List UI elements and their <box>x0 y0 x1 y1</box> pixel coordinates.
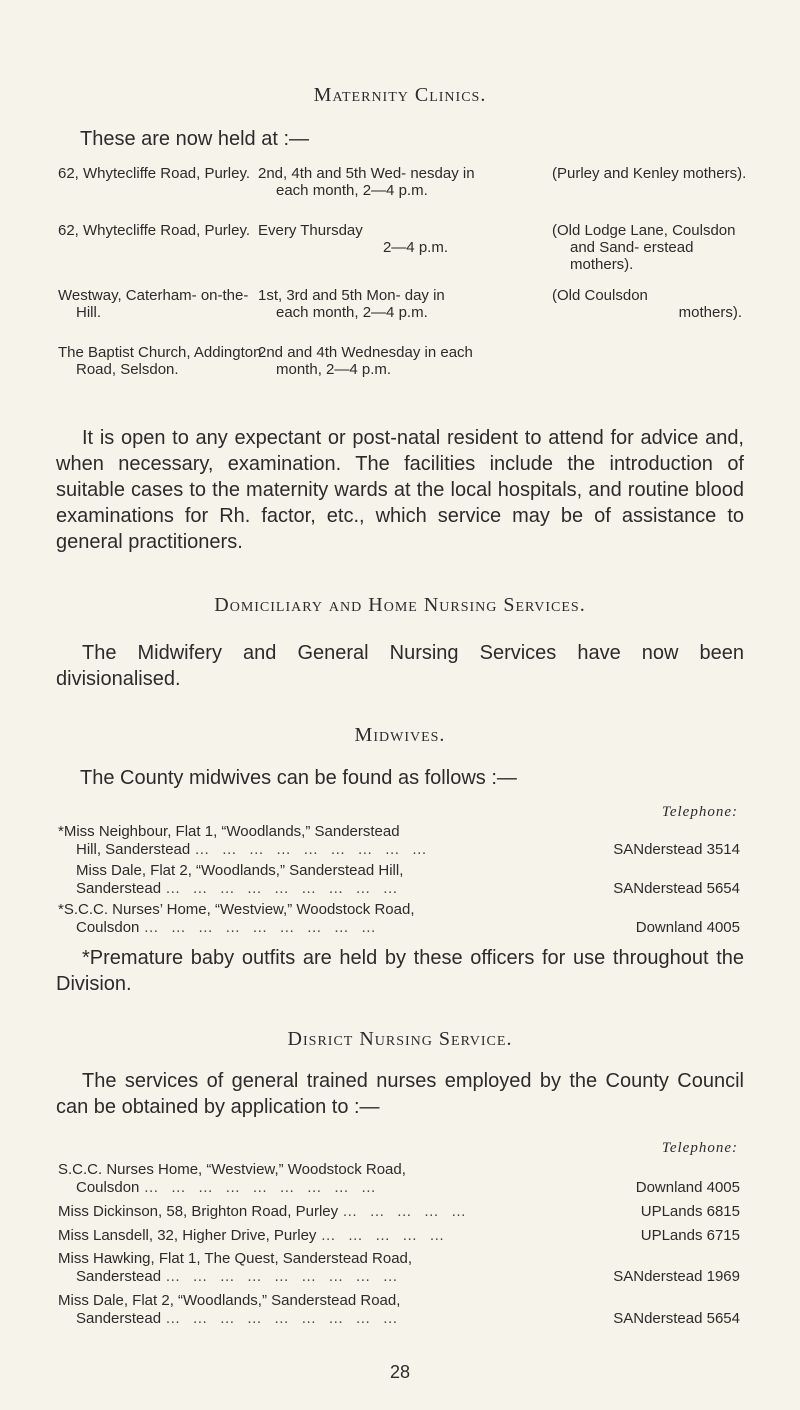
midwife-name: *S.C.C. Nurses’ Home, “Westview,” Woodstock Road, <box>58 901 415 918</box>
district-heading: Disrict Nursing Service. <box>287 1028 513 1050</box>
clinic-mothers-line: mothers). <box>678 304 742 321</box>
page-number: 28 <box>389 1362 411 1382</box>
maternity-intro: These are now held at :— <box>80 128 310 150</box>
list-item: *Miss Neighbour, Flat 1, “Woodlands,” Sanderstead Hill, Sanderstead … … … … … … … … … SANderstead 3514 <box>58 823 740 858</box>
district-intro: The services of general trained nurses employed by the County Council can be obtained by application to :— <box>56 1070 744 1118</box>
nurse-telephone: Downland 4005 <box>630 1179 740 1197</box>
midwives-note: *Premature baby outfits are held by these officers for use throughout the Division. <box>56 947 744 995</box>
maternity-paragraph: It is open to any expectant or post-natal resident to attend for advice and, when necessary, examination. The facilities include the introduction of suitable cases to the maternity wards at the local hospitals, and routine blood examinations for Rh. factor, etc., which service may be of assistance to general practitioners. <box>56 427 744 553</box>
midwife-telephone: Downland 4005 <box>630 919 740 937</box>
midwife-name: Miss Dale, Flat 2, “Woodlands,” Sanderstead Hill, <box>76 862 404 879</box>
midwife-telephone: SANderstead 5654 <box>607 880 740 898</box>
clinic-hours: 2—4 p.m. <box>382 239 448 256</box>
clinic-mothers: (Old Lodge Lane, Coulsdon and Sand- erstead mothers). <box>552 222 736 273</box>
midwife-name: *Miss Neighbour, Flat 1, “Woodlands,” Sanderstead <box>58 823 400 840</box>
list-item: Miss Dickinson, 58, Brighton Road, Purley … … … … … UPLands 6815 <box>58 1203 740 1220</box>
midwives-heading: Midwives. <box>354 724 446 746</box>
nurse-address: Coulsdon <box>76 1179 140 1196</box>
clinic-mothers: (Purley and Kenley mothers). <box>552 165 747 182</box>
list-item: Miss Lansdell, 32, Higher Drive, Purley … … … … … UPLands 6715 <box>58 1227 740 1244</box>
nurse-telephone: UPLands 6715 <box>635 1227 740 1245</box>
clinic-time: 1st, 3rd and 5th Mon- day in each month, 2—4 p.m. <box>258 287 445 321</box>
domiciliary-heading: Domiciliary and Home Nursing Services. <box>214 594 586 616</box>
midwives-intro: The County midwives can be found as follows :— <box>80 767 517 789</box>
midwife-address: Coulsdon <box>76 919 140 936</box>
clinic-time: 2nd, 4th and 5th Wed- nesday in each month, 2—4 p.m. <box>258 165 475 199</box>
clinic-mothers <box>552 287 742 321</box>
nurse-telephone: SANderstead 1969 <box>607 1268 740 1286</box>
nurse-address: Sanderstead <box>76 1310 162 1327</box>
nurse-name: Miss Dickinson, 58, Brighton Road, Purley <box>58 1203 339 1220</box>
midwife-telephone: SANderstead 3514 <box>607 841 740 859</box>
maternity-heading: Maternity Clinics. <box>313 84 487 106</box>
midwife-address: Sanderstead <box>76 880 162 897</box>
nurse-name: Miss Dale, Flat 2, “Woodlands,” Sanderstead Road, <box>58 1292 401 1309</box>
list-item: Miss Dale, Flat 2, “Woodlands,” Sanderstead Road, Sanderstead … … … … … … … … … SANderstead 5654 <box>58 1292 740 1327</box>
nurse-name: Miss Lansdell, 32, Higher Drive, Purley <box>58 1227 317 1244</box>
list-item: *S.C.C. Nurses’ Home, “Westview,” Woodstock Road, Coulsdon … … … … … … … … … Downland 4005 <box>58 901 740 936</box>
clinic-place: The Baptist Church, Addington Road, Selsdon. <box>58 344 262 378</box>
clinic-time <box>258 222 463 256</box>
nurse-telephone: SANderstead 5654 <box>607 1310 740 1328</box>
list-item: Miss Dale, Flat 2, “Woodlands,” Sanderstead Hill, Sanderstead … … … … … … … … … SANderstead 5654 <box>58 862 740 898</box>
clinic-place: Westway, Caterham- on-the-Hill. <box>58 287 249 321</box>
list-item: S.C.C. Nurses Home, “Westview,” Woodstock Road, Coulsdon … … … … … … … … … Downland 4005 <box>58 1161 740 1196</box>
midwives-telephone-label: Telephone: <box>661 804 738 820</box>
clinic-place: 62, Whytecliffe Road, Purley. <box>58 222 251 239</box>
nurse-telephone: UPLands 6815 <box>635 1203 740 1221</box>
clinic-place: 62, Whytecliffe Road, Purley. <box>58 165 251 182</box>
clinic-mothers-line: (Old Coulsdon <box>552 287 648 304</box>
clinic-time: 2nd and 4th Wednesday in each month, 2—4 p.m. <box>258 344 473 378</box>
domiciliary-paragraph: The Midwifery and General Nursing Services have now been divisionalised. <box>56 642 744 690</box>
district-telephone-label: Telephone: <box>661 1140 738 1156</box>
midwife-address: Hill, Sanderstead <box>76 841 191 858</box>
nurse-address: Sanderstead <box>76 1268 162 1285</box>
list-item: Miss Hawking, Flat 1, The Quest, Sanderstead Road, Sanderstead … … … … … … … … … SANderstead 1969 <box>58 1250 740 1285</box>
nurse-name: S.C.C. Nurses Home, “Westview,” Woodstock Road, <box>58 1161 406 1178</box>
clinic-day: Every Thursday <box>258 222 363 239</box>
nurse-name: Miss Hawking, Flat 1, The Quest, Sanderstead Road, <box>58 1250 413 1267</box>
